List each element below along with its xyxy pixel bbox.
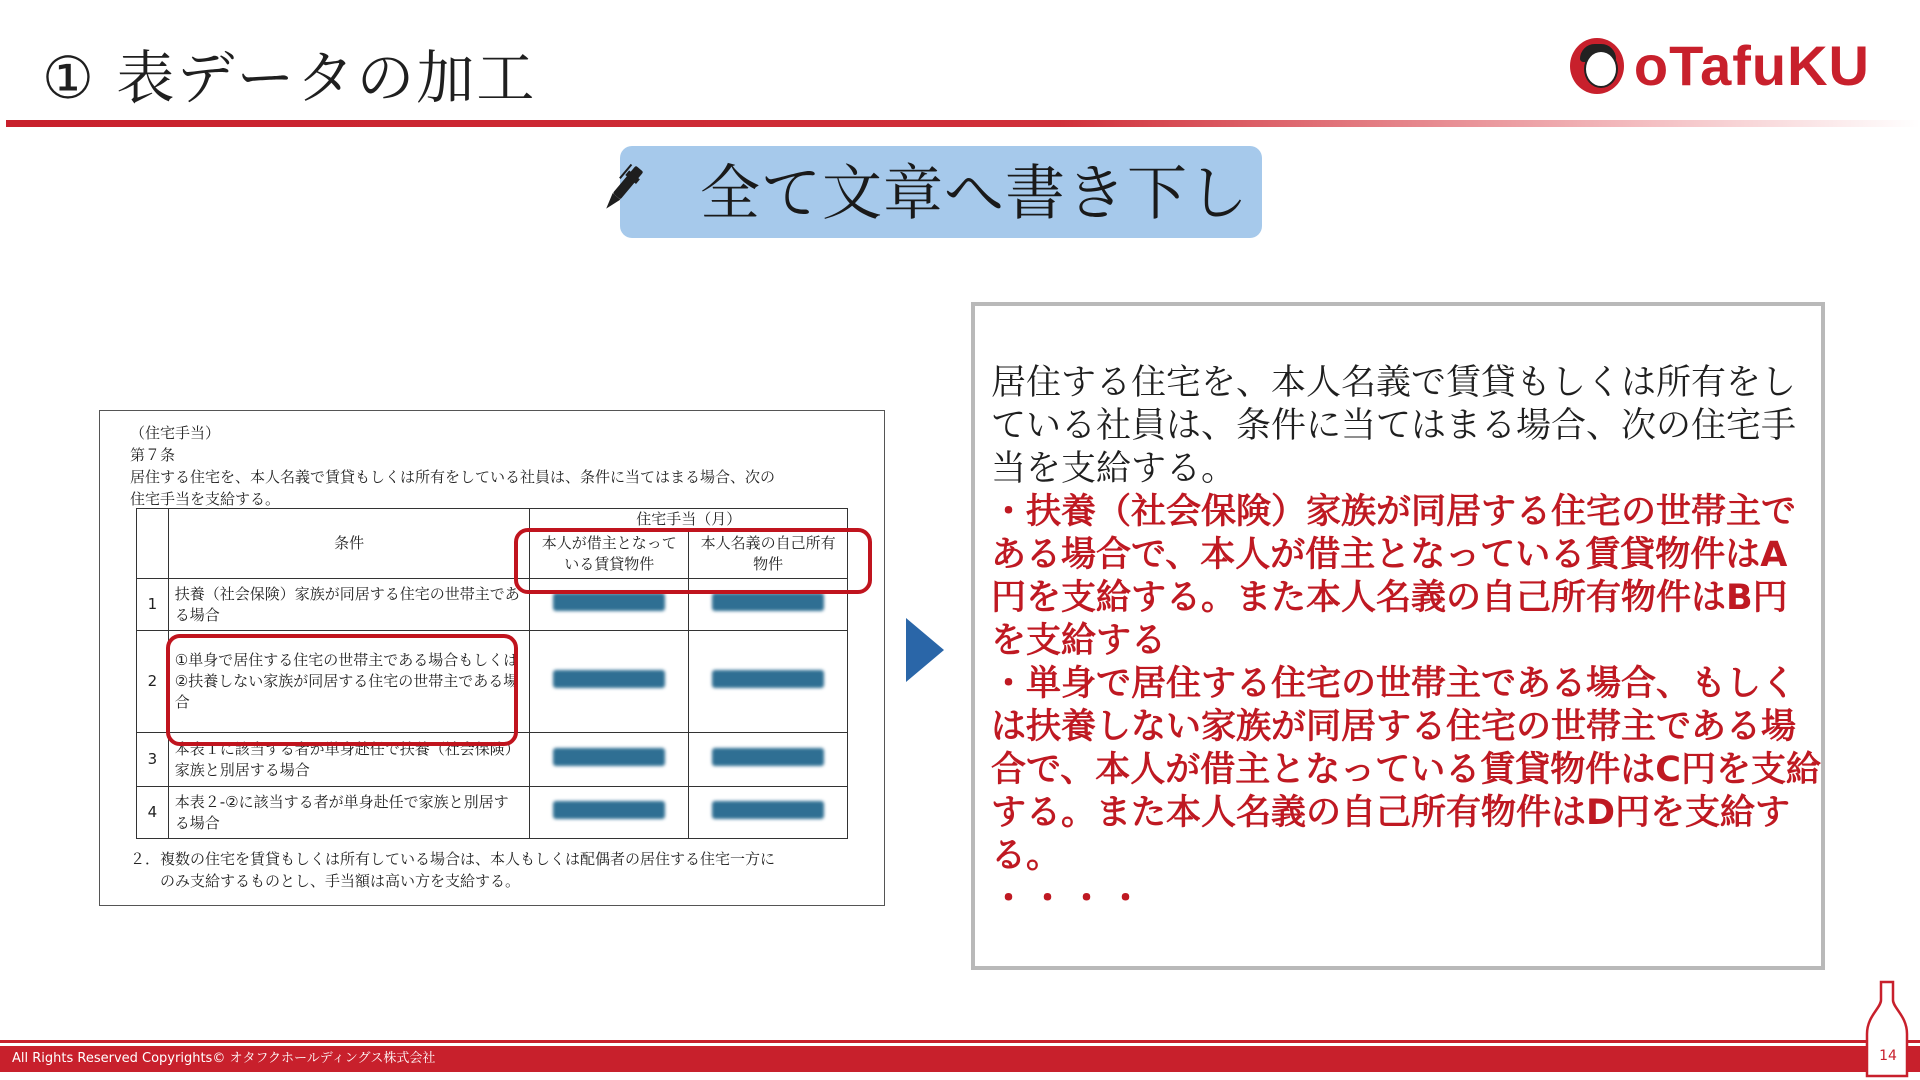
owned-amount-redacted — [689, 631, 848, 733]
doc-article: 第７条 — [130, 446, 176, 464]
title-divider — [6, 120, 1920, 127]
table-corner — [137, 509, 169, 579]
rental-amount-redacted — [530, 733, 689, 787]
row2-highlight — [166, 634, 518, 746]
header-rental: 本人が借主となっている賃貸物件 — [530, 530, 689, 579]
row-condition: 扶養（社会保険）家族が同居する住宅の世帯主である場合 — [168, 579, 530, 631]
logo-face-icon — [1570, 38, 1624, 94]
banner-text: 全て文章へ書き下し — [700, 159, 1249, 229]
doc-intro-line2: 住宅手当を支給する。 — [130, 490, 281, 508]
row-number: 1 — [137, 579, 169, 631]
page-number: 14 — [1879, 1048, 1897, 1064]
footer-copyright: All Rights Reserved Copyrights© オタフクホールディングス株式会社 — [12, 1051, 436, 1066]
header-owned: 本人名義の自己所有物件 — [689, 530, 848, 579]
rewrite-bullet-2: ・単身で居住する住宅の世帯主である場合、もしくは扶養しない家族が同居する住宅の世帯主である場合で、本人が借主となっている賃貸物件はC円を支給する。また本人名義の自己所有物件はD円を支給する。 — [991, 664, 1821, 876]
doc-intro-line1: 居住する住宅を、本人名義で賃貸もしくは所有をしている社員は、条件に当てはまる場合、次の — [130, 468, 776, 486]
brand-logo — [1570, 34, 1870, 98]
doc-note-line2: のみ支給するものとし、手当額は高い方を支給する。 — [160, 872, 521, 890]
rewrite-body — [991, 362, 1821, 921]
rewrite-ellipsis: ・・・・ — [991, 879, 1148, 919]
row-condition: 本表２-②に該当する者が単身赴任で家族と別居する場合 — [168, 787, 530, 839]
rental-amount-redacted — [530, 787, 689, 839]
rental-amount-redacted — [530, 631, 689, 733]
pen-icon — [590, 160, 652, 222]
doc-heading: （住宅手当） — [130, 424, 221, 442]
header-allowance: 住宅手当（月） — [530, 509, 848, 530]
row-number: 2 — [137, 631, 169, 733]
owned-amount-redacted — [689, 733, 848, 787]
header-highlight — [514, 528, 872, 594]
table-row — [137, 787, 848, 839]
slide-title: ① 表データの加工 — [42, 44, 537, 112]
rewrite-box — [971, 302, 1825, 970]
doc-note-line1: ２．複数の住宅を賃貸もしくは所有している場合は、本人もしくは配偶者の居住する住宅一方に — [130, 850, 776, 868]
row-number: 4 — [137, 787, 169, 839]
rewrite-bullet-1: ・扶養（社会保険）家族が同居する住宅の世帯主である場合で、本人が借主となっている賃貸物件はA円を支給する。また本人名義の自己所有物件はB円を支給する — [991, 492, 1797, 661]
row-number: 3 — [137, 733, 169, 787]
header-condition: 条件 — [168, 509, 530, 579]
logo-text: oTafuKU — [1633, 34, 1870, 97]
rewrite-intro: 居住する住宅を、本人名義で賃貸もしくは所有をしている社員は、条件に当てはまる場合、次の住宅手当を支給する。 — [991, 363, 1797, 489]
row-condition: ①単身で居住する住宅の世帯主である場合もしくは②扶養しない家族が同居する住宅の世帯主である場合 — [168, 631, 530, 733]
footer-rule — [0, 1040, 1920, 1043]
owned-amount-redacted — [689, 787, 848, 839]
row-condition: 本表１に該当する者が単身赴任で扶養（社会保険）家族と別居する場合 — [168, 733, 530, 787]
arrow-right-icon — [906, 618, 944, 682]
